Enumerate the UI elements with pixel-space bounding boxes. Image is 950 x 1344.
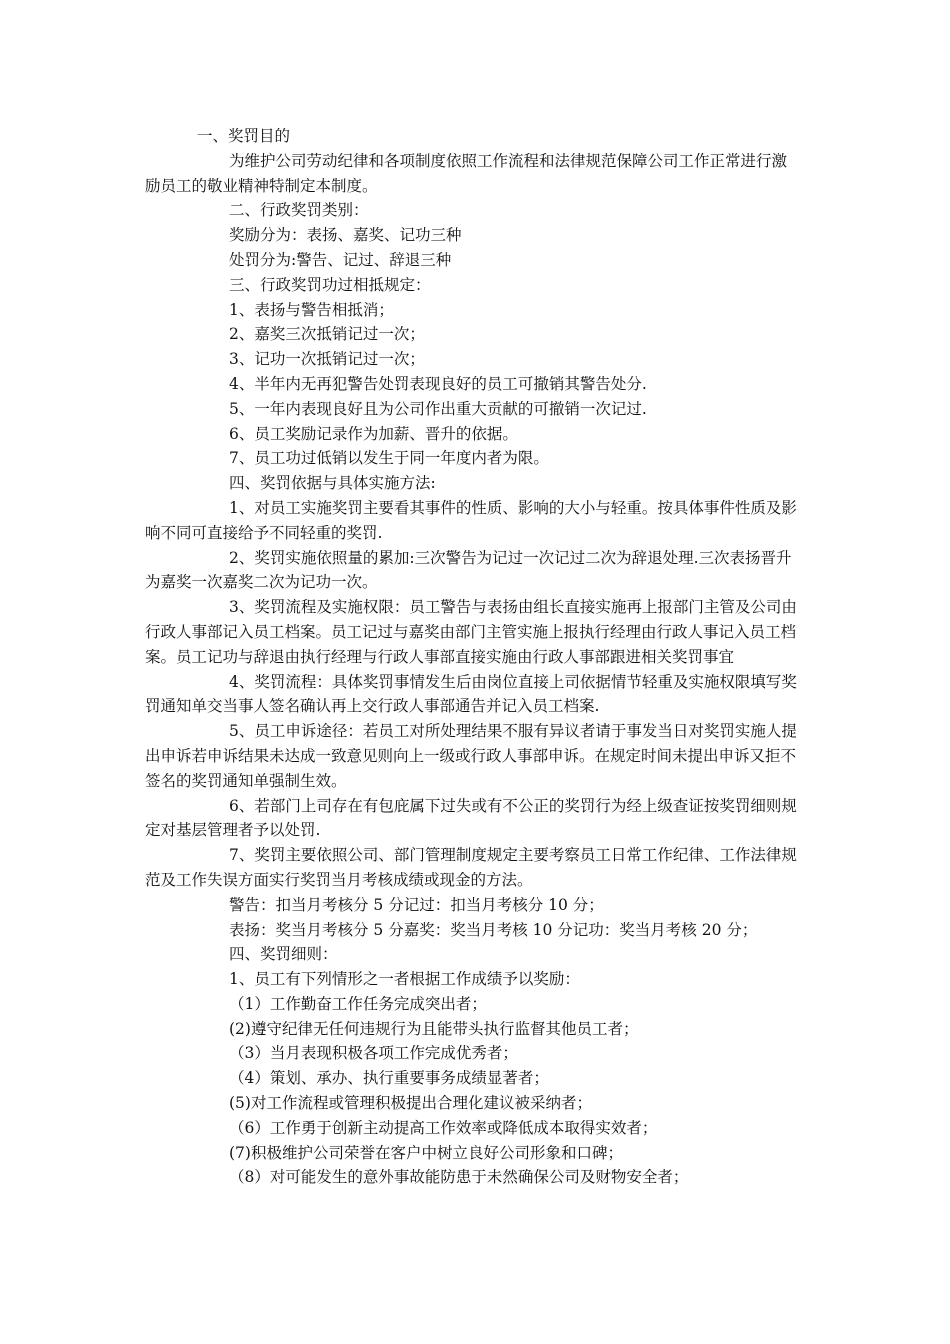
paragraph: （4）策划、承办、执行重要事务成绩显著者； (229, 1069, 549, 1088)
paragraph: （6）工作勇于创新主动提高工作效率或降低成本取得实效者； (229, 1118, 658, 1137)
paragraph: 4、奖罚流程：具体奖罚事情发生后由岗位直接上司依据情节轻重及实施权限填写奖罚通知单交当事人签名确认再上交行政人事部通告并记入员工档案. (145, 672, 797, 716)
paragraph: 处罚分为:警告、记过、辞退三种 (229, 250, 452, 269)
paragraph: 3、记功一次抵销记过一次； (229, 350, 425, 369)
document-body (145, 124, 800, 1190)
paragraph: 警告：扣当月考核分 5 分记过：扣当月考核分 10 分； (229, 895, 604, 914)
paragraph: (2)遵守纪律无任何违规行为且能带头执行监督其他员工者； (229, 1019, 639, 1038)
paragraph: 5、员工申诉途径：若员工对所处理结果不服有异议者请于事发当日对奖罚实施人提出申诉若申诉结果未达成一致意见则向上一级或行政人事部申诉。在规定时间未提出申诉又拒不签名的奖罚通知单强制生效。 (145, 722, 797, 790)
paragraph: 5、一年内表现良好且为公司作出重大贡献的可撤销一次记过. (229, 399, 647, 418)
paragraph: (7)积极维护公司荣誉在客户中树立良好公司形象和口碑； (229, 1143, 623, 1162)
paragraph: 2、嘉奖三次抵销记过一次； (229, 325, 425, 344)
paragraph: 7、员工功过低销以发生于同一年度内者为限。 (229, 449, 549, 468)
paragraph: （1）工作勤奋工作任务完成突出者； (229, 994, 487, 1013)
paragraph: 奖励分为：表扬、嘉奖、记功三种 (229, 226, 462, 245)
paragraph: 三、行政奖罚功过相抵规定： (229, 275, 431, 294)
paragraph: 二、行政奖罚类别： (229, 201, 369, 220)
paragraph: （3）当月表现积极各项工作完成优秀者； (229, 1044, 518, 1063)
paragraph: 1、表扬与警告相抵消； (229, 300, 394, 319)
paragraph: 一、奖罚目的 (197, 127, 291, 145)
paragraph: 四、奖罚依据与具体实施方法: (229, 474, 436, 493)
paragraph: 四、奖罚细则： (229, 945, 338, 964)
paragraph: 6、员工奖励记录作为加薪、晋升的依据。 (229, 424, 518, 443)
paragraph: （8）对可能发生的意外事故能防患于未然确保公司及财物安全者； (229, 1168, 689, 1187)
paragraph: 3、奖罚流程及实施权限：员工警告与表扬由组长直接实施再上报部门主管及公司由行政人事部记入员工档案。员工记过与嘉奖由部门主管实施上报执行经理由行政人事记入员工档案。员工记功与辞退由执行经理与行政人事部直接实施由行政人事部跟进相关奖罚事宜 (145, 598, 797, 666)
paragraph: 2、奖罚实施依照量的累加:三次警告为记过一次记过二次为辞退处理.三次表扬晋升为嘉奖一次嘉奖二次为记功一次。 (145, 548, 792, 592)
paragraph: 表扬：奖当月考核分 5 分嘉奖：奖当月考核 10 分记功：奖当月考核 20 分； (229, 920, 758, 939)
paragraph: 7、奖罚主要依照公司、部门管理制度规定主要考察员工日常工作纪律、工作法律规范及工作失误方面实行奖罚当月考核成绩或现金的方法。 (145, 846, 797, 889)
paragraph: 1、员工有下列情形之一者根据工作成绩予以奖励： (229, 970, 580, 989)
paragraph: 6、若部门上司存在有包庇属下过失或有不公正的奖罚行为经上级查证按奖罚细则规定对基层管理者予以处罚. (145, 796, 797, 840)
paragraph: 1、对员工实施奖罚主要看其事件的性质、影响的大小与轻重。按具体事件性质及影响不同可直接给予不同轻重的奖罚. (145, 498, 797, 542)
paragraph: 4、半年内无再犯警告处罚表现良好的员工可撤销其警告处分. (229, 374, 647, 393)
paragraph: (5)对工作流程或管理积极提出合理化建议被采纳者； (229, 1094, 592, 1113)
paragraph: 为维护公司劳动纪律和各项制度依照工作流程和法律规范保障公司工作正常进行激励员工的敬业精神特制定本制度。 (145, 151, 788, 195)
